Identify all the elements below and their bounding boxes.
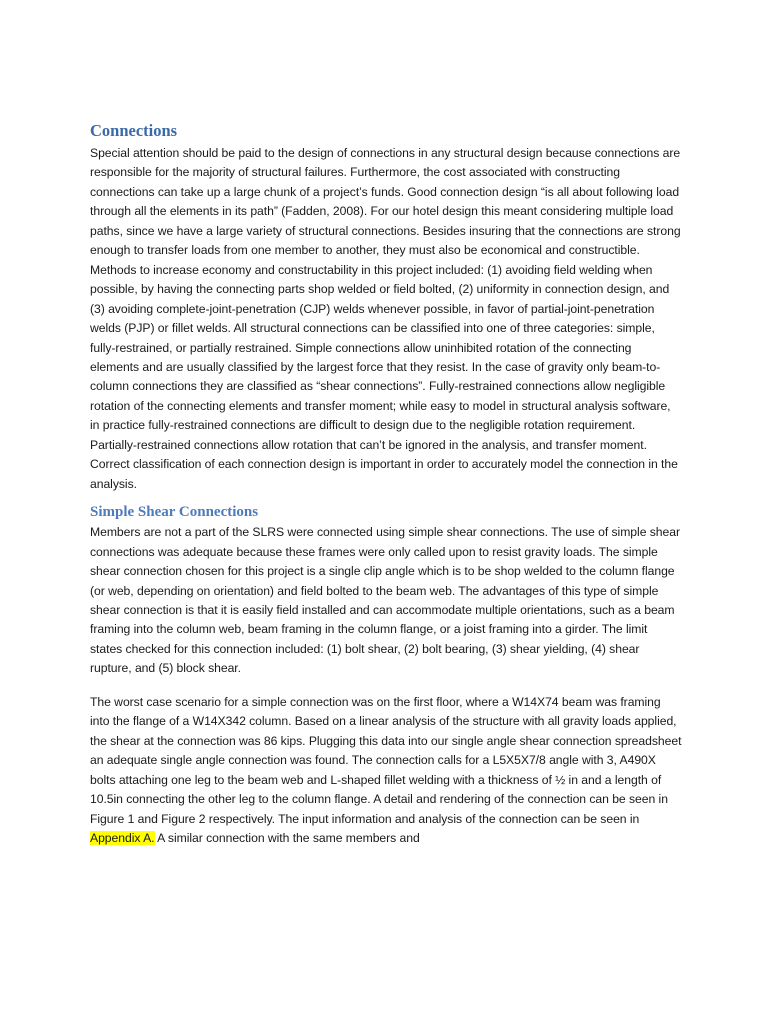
section-heading-simple-shear: Simple Shear Connections xyxy=(90,504,259,521)
paragraph-connections-intro: Special attention should be paid to the design of connections in any structural design because connections are responsible for the majority of structural failures. Furthermore, the cost associated with constructing connections can take up a large chunk of a project’s funds. Good connection design “is all about following load through all the elements in its path” (Fadden, 2008). For our hotel design this meant considering multiple load paths, since we have a large variety of structural connections. Besides insuring that the connections are strong enough to transfer loads from one member to another, they must also be economical and constructible. Methods to increase economy and constructability in this project included: (1) avoiding field welding when possible, by having the connecting parts shop welded or field bolted, (2) uniformity in connection design, and (3) avoiding complete-joint-penetration (CJP) welds whenever possible, in favor of partial-joint-penetration welds (PJP) or fillet welds. All structural connections can be classified into one of three categories: simple, fully-restrained, or partially restrained. Simple connections allow uninhibited rotation of the connecting elements and are usually classified by the largest force that they resist. In the case of gravity only beam-to-column connections they are classified as “shear connections”. Fully-restrained connections allow negligible rotation of the connecting elements and transfer moment; while easy to model in structural analysis software, in practice fully-restrained connections are difficult to design due to the negligible rotation requirement. Partially-restrained connections allow rotation that can’t be ignored in the analysis, and transfer moment. Correct classification of each connection design is important in order to accurately model the connection in the analysis. xyxy=(90,146,681,491)
paragraph-simple-shear-2 xyxy=(90,693,682,849)
section-heading-connections: Connections xyxy=(90,121,178,140)
paragraph-simple-shear-1: Members are not a part of the SLRS were connected using simple shear connections. The use of simple shear connections was adequate because these frames were only called upon to resist gravity loads. The simple shear connection chosen for this project is a single clip angle which is to be shop welded to the column flange (or web, depending on orientation) and field bolted to the beam web. The advantages of this type of simple shear connection is that it is easily field installed and can accommodate multiple orientations, such as a beam framing into the column web, beam framing in the column flange, or a joist framing into a girder. The limit states checked for this connection included: (1) bolt shear, (2) bolt bearing, (3) shear yielding, (4) shear rupture, and (5) block shear. xyxy=(90,525,680,676)
spacer xyxy=(90,679,682,693)
document-page xyxy=(90,118,682,848)
paragraph-simple-shear-2-tail: A similar connection with the same members and xyxy=(154,830,420,845)
paragraph-simple-shear-2-text: The worst case scenario for a simple connection was on the first floor, where a W14X74 beam was framing into the flange of a W14X342 column. Based on a linear analysis of the structure with all gravity loads applied, the shear at the connection was 86 kips. Plugging this data into our single angle shear connection spreadsheet an adequate single angle connection was found. The connection calls for a L5X5X7/8 angle with 3, A490X bolts attaching one leg to the beam web and L-shaped fillet welding with a thickness of ½ in and a length of 10.5in connecting the other leg to the column flange. A detail and rendering of the connection can be seen in Figure 1 and Figure 2 respectively. The input information and analysis of the connection can be seen in xyxy=(90,694,682,826)
spacer xyxy=(90,494,682,501)
appendix-a-link[interactable]: Appendix A. xyxy=(90,830,155,845)
